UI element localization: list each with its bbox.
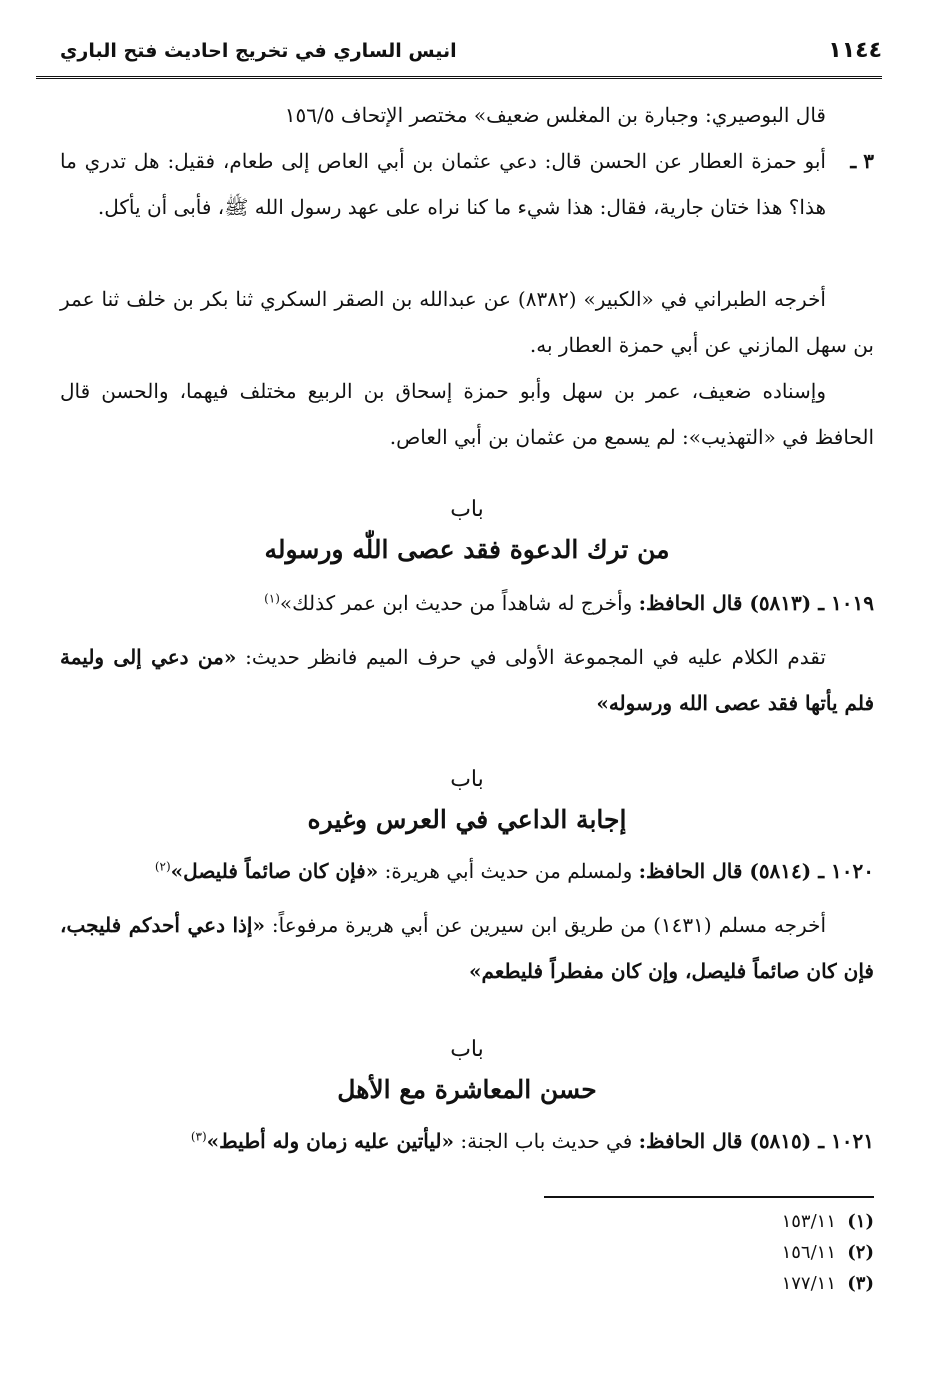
hadith-3-number: ٣ ـ	[850, 149, 874, 173]
footnotes	[782, 1206, 874, 1299]
footnote-ref: (٣)	[190, 1129, 207, 1144]
hadith-3-takhrij	[60, 276, 874, 368]
comment-1020	[60, 902, 874, 994]
footnote-ref-text: ١٥٣/١١	[781, 1211, 836, 1232]
comment-quote: «من دعي إلى وليمة فلم يأتها فقد عصى الله ورسوله»	[60, 645, 874, 715]
comment-text: تقدم الكلام عليه في المجموعة الأولى في حرف الميم فانظر حديث:	[236, 645, 826, 669]
footnote-ref: (٢)	[154, 859, 171, 874]
page-number: ١١٤٤	[828, 38, 882, 63]
chapter-heading-3	[60, 1030, 874, 1110]
entry-1020	[60, 848, 874, 894]
footnote-ref-text: ١٧٧/١١	[781, 1273, 836, 1294]
entry-1021	[60, 1118, 874, 1164]
running-header	[36, 30, 882, 79]
footnote-item	[782, 1268, 874, 1299]
footnote-item	[782, 1206, 874, 1237]
takhrij-text: أخرجه الطبراني في «الكبير» (٨٣٨٢) عن عبدالله بن الصقر السكري ثنا بكر بن خلف ثنا عمر بن سهل المازني عن أبي حمزة العطار به.	[60, 287, 874, 357]
bab-label: باب	[450, 497, 484, 522]
entry-1019	[60, 580, 874, 626]
top-note	[60, 92, 874, 138]
grade-text: وإسناده ضعيف، عمر بن سهل وأبو حمزة إسحاق بن الربيع مختلف فيهما، والحسن قال الحافظ في «التهذيب»: لم يسمع من عثمان بن أبي العاص.	[60, 379, 874, 449]
entry-text: ولمسلم من حديث أبي هريرة:	[378, 859, 639, 883]
entry-number: ١٠١٩ ـ (٥٨١٣) قال الحافظ:	[638, 591, 874, 615]
bab-label: باب	[450, 1037, 484, 1062]
entry-quote: «فإن كان صائماً فليصل»	[170, 859, 379, 883]
chapter-title: حسن المعاشرة مع الأهل	[337, 1075, 597, 1104]
chapter-title: من ترك الدعوة فقد عصى اللّٰه ورسوله	[264, 535, 670, 564]
footnote-number: (٣)	[847, 1273, 874, 1294]
entry-quote: «ليأتين عليه زمان وله أطيط»	[206, 1129, 455, 1153]
comment-1019	[60, 634, 874, 726]
footnote-number: (٢)	[847, 1242, 874, 1263]
comment-quote: «إذا دعي أحدكم فليجب، فإن كان صائماً فليصل، وإن كان مفطراً فليطعم»	[60, 913, 874, 983]
entry-text: في حديث باب الجنة:	[454, 1129, 639, 1153]
hadith-3	[60, 138, 874, 230]
footnote-number: (١)	[847, 1211, 874, 1232]
entry-text: وأخرج له شاهداً من حديث ابن عمر كذلك»	[279, 591, 639, 615]
footnote-ref-text: ١٥٦/١١	[781, 1242, 836, 1263]
hadith-3-grade	[60, 368, 874, 460]
top-note-text: قال البوصيري: وجبارة بن المغلس ضعيف» مختصر الإتحاف ١٥٦/٥	[284, 103, 826, 127]
chapter-title: إجابة الداعي في العرس وغيره	[307, 805, 627, 834]
comment-text: أخرجه مسلم (١٤٣١) من طريق ابن سيرين عن أبي هريرة مرفوعاً:	[264, 913, 826, 937]
book-title: انيس الساري في تخريج احاديث فتح الباري	[60, 40, 457, 62]
hadith-3-text: أبو حمزة العطار عن الحسن قال: دعي عثمان بن أبي العاص إلى طعام، فقيل: هل تدري ما هذا؟ هذا ختان جارية، فقال: هذا شيء ما كنا نراه على عهد رسول الله ﷺ، فأبى أن يأكل.	[60, 149, 826, 219]
footnote-item	[782, 1237, 874, 1268]
footnote-divider	[544, 1196, 874, 1198]
footnote-ref: (١)	[264, 591, 280, 606]
chapter-heading-1	[60, 490, 874, 570]
bab-label: باب	[450, 767, 484, 792]
entry-number: ١٠٢٠ ـ (٥٨١٤) قال الحافظ:	[638, 859, 874, 883]
entry-number: ١٠٢١ ـ (٥٨١٥) قال الحافظ:	[638, 1129, 874, 1153]
chapter-heading-2	[60, 760, 874, 840]
